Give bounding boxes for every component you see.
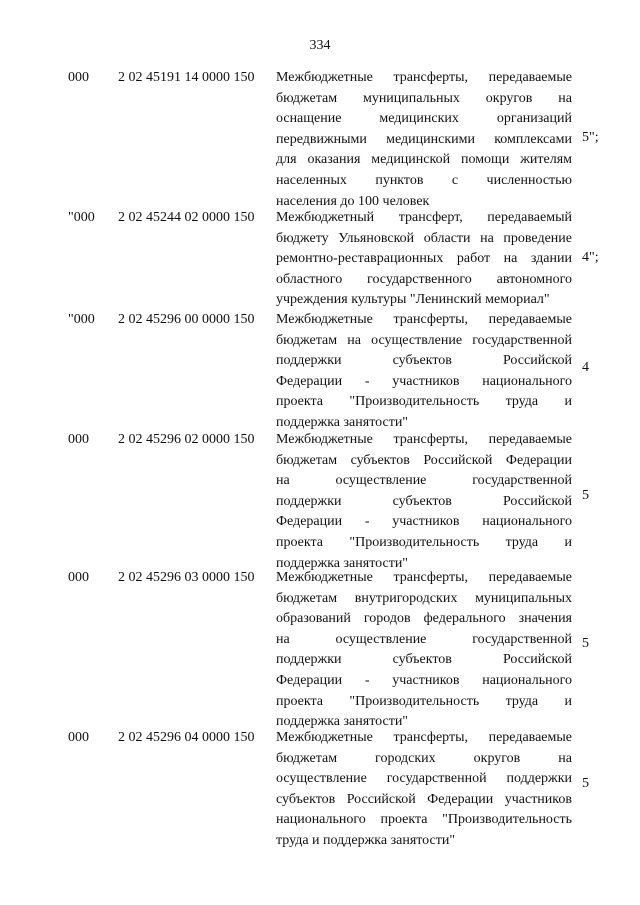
description-line: проекта "Производительность труда и	[276, 534, 572, 550]
description-line: Межбюджетный трансферт, передаваемый	[276, 210, 572, 225]
row-value: 5";	[582, 130, 599, 145]
row-description	[276, 568, 572, 733]
description-line: Межбюджетные трансферты, передаваемые	[276, 432, 572, 447]
description-line: на осуществление государственной	[276, 631, 572, 647]
row-description	[276, 68, 572, 212]
description-line: оснащение медицинских организаций	[276, 111, 572, 127]
description-line: образований городов федерального значения	[276, 611, 572, 627]
description-line: областного государственного автономного	[276, 271, 572, 287]
row-description	[276, 310, 572, 434]
description-line: населенных пунктов с численностью	[276, 172, 572, 188]
description-line: бюджетам муниципальных округов на	[276, 90, 572, 106]
page-number: 334	[309, 38, 331, 53]
row-code: "000	[68, 312, 95, 327]
row-description	[276, 208, 572, 311]
description-line: национального проекта "Производительность	[276, 812, 572, 828]
description-line: проекта "Производительность труда и	[276, 693, 572, 709]
description-line: поддержки субъектов Российской	[276, 493, 572, 509]
description-line: Межбюджетные трансферты, передаваемые	[276, 70, 572, 85]
description-line: на осуществление государственной	[276, 473, 572, 489]
row-kbk: 2 02 45244 02 0000 150	[118, 210, 255, 225]
description-line: Федерации - участников национального	[276, 514, 572, 530]
row-kbk: 2 02 45296 03 0000 150	[118, 570, 255, 585]
description-line: проекта "Производительность труда и	[276, 394, 572, 410]
row-value: 4	[582, 360, 589, 375]
row-kbk: 2 02 45296 04 0000 150	[118, 730, 255, 745]
description-line: Межбюджетные трансферты, передаваемые	[276, 312, 572, 327]
row-description	[276, 430, 572, 574]
row-description	[276, 728, 572, 852]
row-value: 5	[582, 488, 589, 503]
row-kbk: 2 02 45296 02 0000 150	[118, 432, 255, 447]
row-code: 000	[68, 432, 89, 447]
description-line: передвижными медицинскими комплексами	[276, 131, 572, 147]
row-code: 000	[68, 70, 89, 85]
description-line: поддержки субъектов Российской	[276, 652, 572, 668]
description-line: населения до 100 человек	[276, 193, 430, 209]
description-line: бюджетам на осуществление государственной	[276, 332, 572, 348]
row-value: 5	[582, 636, 589, 651]
row-code: 000	[68, 570, 89, 585]
description-line: Межбюджетные трансферты, передаваемые	[276, 570, 572, 585]
description-line: поддержки субъектов Российской	[276, 353, 572, 369]
row-code: "000	[68, 210, 95, 225]
description-line: бюджетам городских округов на	[276, 750, 572, 766]
row-value: 5	[582, 776, 589, 791]
description-line: субъектов Российской Федерации участников	[276, 791, 572, 807]
description-line: бюджетам внутригородских муниципальных	[276, 590, 572, 606]
description-line: бюджетам субъектов Российской Федерации	[276, 452, 572, 468]
description-line: ремонтно-реставрационных работ на здании	[276, 251, 572, 267]
description-line: поддержка занятости"	[276, 555, 409, 571]
row-code: 000	[68, 730, 89, 745]
row-value: 4";	[582, 250, 599, 265]
description-line: бюджету Ульяновской области на проведение	[276, 230, 572, 246]
row-kbk: 2 02 45191 14 0000 150	[118, 70, 255, 85]
description-line: осуществление государственной поддержки	[276, 771, 572, 787]
description-line: труда и поддержка занятости"	[276, 832, 456, 848]
description-line: поддержка занятости"	[276, 414, 409, 430]
description-line: Межбюджетные трансферты, передаваемые	[276, 730, 572, 745]
description-line: учреждения культуры "Ленинский мемориал"	[276, 292, 550, 308]
description-line: Федерации - участников национального	[276, 672, 572, 688]
description-line: поддержка занятости"	[276, 714, 409, 730]
description-line: Федерации - участников национального	[276, 373, 572, 389]
description-line: для оказания медицинской помощи жителям	[276, 152, 572, 168]
row-kbk: 2 02 45296 00 0000 150	[118, 312, 255, 327]
